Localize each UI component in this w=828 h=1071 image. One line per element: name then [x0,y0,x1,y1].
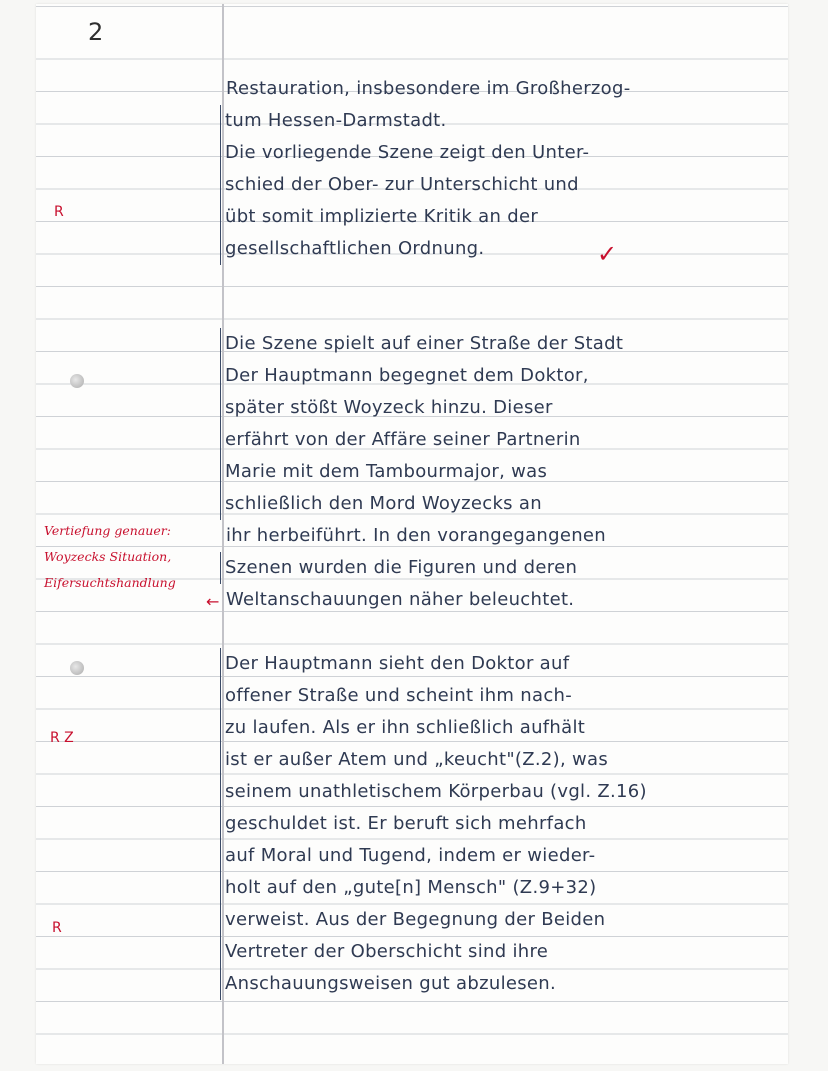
annotation-line: Eifersuchtshandlung [44,575,176,590]
punch-hole [70,661,84,675]
text-line: Vertreter der Oberschicht sind ihre [220,936,647,968]
annotation-line: Woyzecks Situation, [44,549,172,564]
correction-mark-r: R [54,204,64,220]
text-line: Marie mit dem Tambourmajor, was [220,456,623,488]
text-line: übt somit implizierte Kritik an der [220,201,631,233]
paragraph-2 [220,328,623,616]
page-number: 2 [88,18,104,46]
correction-mark-r: R [52,920,62,936]
paragraph-1 [220,73,631,265]
text-line: verweist. Aus der Begegnung der Beiden [220,904,647,936]
arrow-left-icon: ← [206,592,220,611]
text-line: Restauration, insbesondere im Großherzog- [226,78,631,99]
text-line: holt auf den „gute[n] Mensch" (Z.9+32) [220,872,647,904]
text-line: später stößt Woyzeck hinzu. Dieser [220,392,623,424]
text-line: gesellschaftlichen Ordnung. [220,233,631,265]
text-line: Die Szene spielt auf einer Straße der Stadt [220,328,623,360]
text-line: ihr herbeiführt. In den vorangegangenen [226,525,606,546]
margin-annotation [44,518,176,596]
correction-mark-rz: R Z [50,730,74,746]
text-line: geschuldet ist. Er beruft sich mehrfach [220,808,647,840]
text-line: Szenen wurden die Figuren und deren [220,552,623,584]
text-line: Der Hauptmann sieht den Doktor auf [220,648,647,680]
punch-hole [70,374,84,388]
text-line: Die vorliegende Szene zeigt den Unter- [220,137,631,169]
text-line: schließlich den Mord Woyzecks an [220,488,623,520]
text-line: offener Straße und scheint ihm nach- [220,680,647,712]
text-line: Der Hauptmann begegnet dem Doktor, [220,360,623,392]
checkmark-icon: ✓ [597,240,618,268]
paragraph-3 [220,648,647,1000]
text-line: seinem unathletischem Körperbau (vgl. Z.16) [220,776,647,808]
text-line: tum Hessen-Darmstadt. [220,105,631,137]
text-line: auf Moral und Tugend, indem er wieder- [220,840,647,872]
text-line: zu laufen. Als er ihn schließlich aufhält [220,712,647,744]
annotation-line: Vertiefung genauer: [44,523,171,538]
text-line: ist er außer Atem und „keucht"(Z.2), was [220,744,647,776]
text-line: Weltanschauungen näher beleuchtet. [226,589,575,610]
text-line: erfährt von der Affäre seiner Partnerin [220,424,623,456]
text-line: Anschauungsweisen gut abzulesen. [220,968,647,1000]
text-line: schied der Ober- zur Unterschicht und [220,169,631,201]
